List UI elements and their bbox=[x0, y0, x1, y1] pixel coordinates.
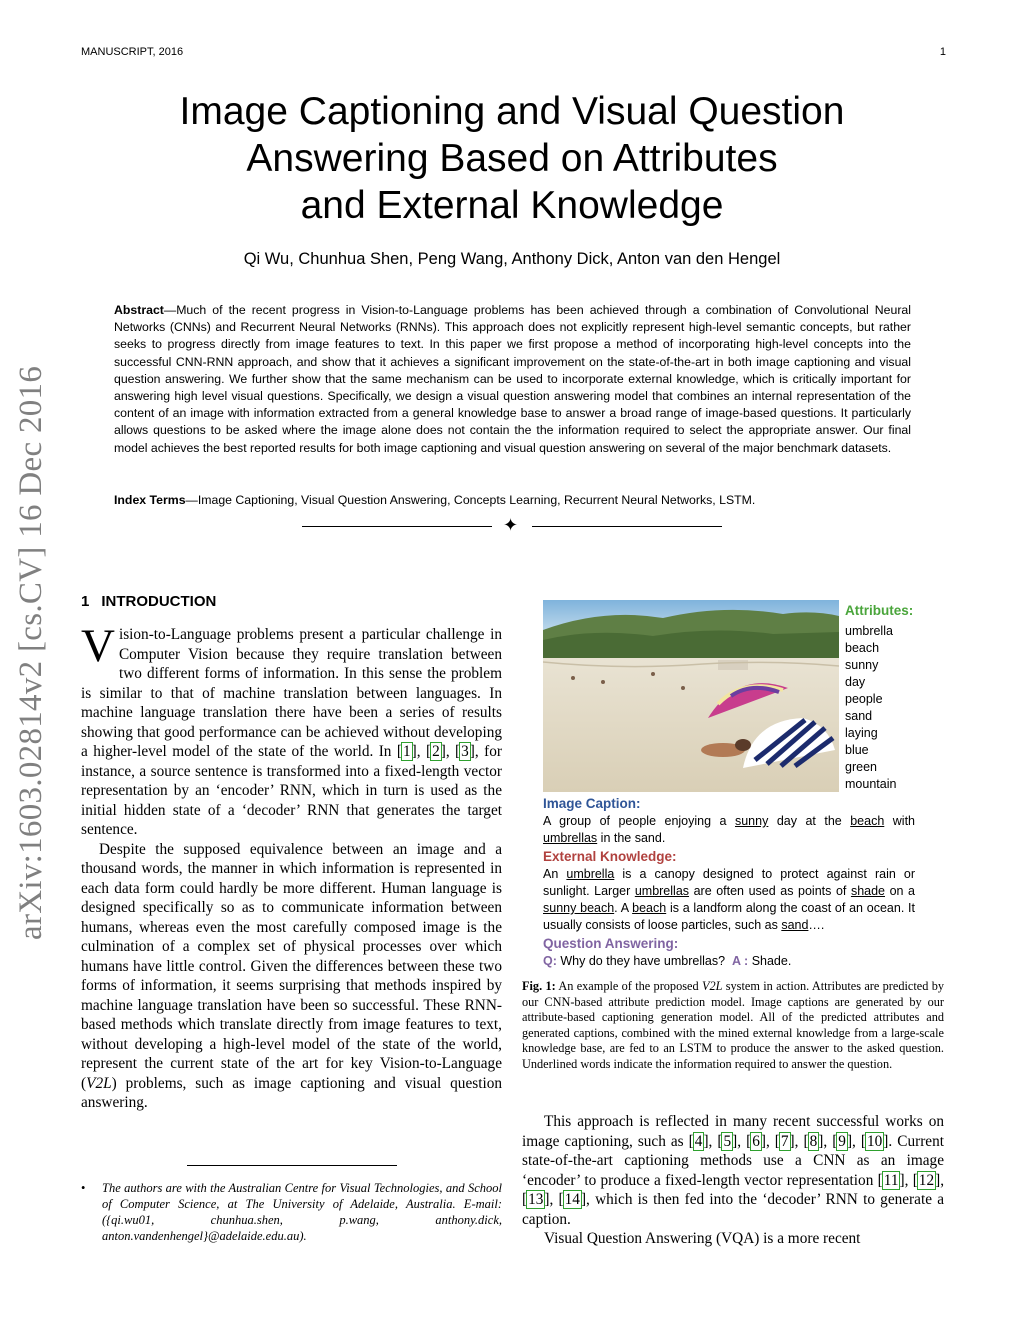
abstract bbox=[114, 302, 911, 457]
image-caption-heading: Image Caption: bbox=[543, 796, 641, 811]
intro-text: Despite the supposed equivalence between an image and a thousand words, the manner in which information is represented in each data form could hardly be more different. Human language is designed specifically so as to communicate information between humans, whereas even the most carefully composed image is the culmination of a complex set of physical processes over which humans have little control. Given the differences between these two forms of information, it seems surprising that methods inspired by machine language translation have been so successful. These RNN-based methods which translate directly from image features to text, without developing a high-level model of the state of the world, represent the current state of the art for key Vision-to-Language ( bbox=[81, 840, 502, 1092]
knowledge-fragment: are often used as points of bbox=[689, 884, 851, 898]
external-knowledge-text bbox=[543, 866, 915, 934]
citation-link[interactable]: 13 bbox=[528, 1191, 544, 1208]
figure-text-panel bbox=[543, 795, 915, 971]
v2l-term: V2L bbox=[701, 979, 723, 993]
index-terms-label: Index Terms bbox=[114, 493, 186, 507]
knowledge-keyword: umbrellas bbox=[634, 884, 690, 898]
index-terms bbox=[114, 493, 911, 507]
citation-link[interactable]: 3 bbox=[461, 743, 469, 760]
beach-scene-illustration bbox=[543, 600, 839, 792]
citation-link[interactable]: 5 bbox=[723, 1132, 732, 1150]
author-footnote bbox=[81, 1180, 502, 1244]
intro-text: ) problems, such as image captioning and visual question answering. bbox=[81, 1074, 502, 1111]
caption-keyword: beach bbox=[850, 814, 885, 828]
body-text: This approach is reflected in many recent successful works on image captioning, such as bbox=[522, 1113, 944, 1150]
attributes-list bbox=[845, 623, 896, 793]
attribute-item: sunny bbox=[845, 658, 879, 672]
knowledge-fragment: An bbox=[543, 867, 567, 881]
question-answering-heading: Question Answering: bbox=[543, 936, 679, 951]
abstract-text: —Much of the recent progress in Vision-to-Language problems has been achieved through a combination of Convolutional Neural Networks (CNNs) and Recurrent Neural Networks (RNNs). This approach does not explicitly represent high-level semantic concepts, but rather seeks to progress directly from image features to text. In this paper we first propose a method of incorporating high-level concepts into the successful CNN-RNN approach, and show that it achieves a significant improvement on the state-of-the-art in both image captioning and visual question answering. We further show that the same mechanism can be used to incorporate external knowledge, which is critically important for answering high level visual questions. Specifically, we design a visual question answering model that combines an internal representation of the content of an image with information extracted from a general knowledge base to answer a broad range of image-based questions. It particularly allows questions to be asked where the image alone does not contain the the information required to select the appropriate answer. Our final model achieves the best reported results for both image captioning and visual question answering on several of the major benchmark datasets. bbox=[114, 303, 911, 455]
citation-link[interactable]: 6 bbox=[752, 1132, 760, 1150]
section-title: INTRODUCTION bbox=[101, 593, 217, 610]
attribute-item: mountain bbox=[845, 777, 897, 791]
section-heading bbox=[81, 593, 216, 610]
attributes-heading: Attributes: bbox=[845, 603, 914, 618]
divider-star-icon: ✦ bbox=[503, 515, 519, 535]
figure-caption bbox=[522, 979, 944, 1072]
title-line: and External Knowledge bbox=[300, 184, 724, 227]
index-terms-text: —Image Captioning, Visual Question Answering, Concepts Learning, Recurrent Neural Networks, LSTM. bbox=[185, 493, 756, 507]
question-text: Why do they have umbrellas? bbox=[560, 954, 726, 968]
knowledge-keyword: umbrella bbox=[566, 867, 615, 881]
attribute-item: laying bbox=[845, 726, 878, 740]
title-line: Answering Based on Attributes bbox=[246, 137, 778, 180]
v2l-term: V2L bbox=[86, 1074, 112, 1092]
knowledge-fragment: . A bbox=[614, 901, 633, 915]
right-column-text bbox=[522, 1112, 944, 1249]
knowledge-keyword: sand bbox=[781, 918, 809, 932]
figure-label: Fig. 1: bbox=[522, 979, 556, 993]
attribute-item: blue bbox=[845, 743, 869, 757]
knowledge-fragment: on a bbox=[885, 884, 915, 898]
attribute-item: people bbox=[845, 692, 883, 706]
knowledge-fragment: is a landform along the coast of an ocean. It usually consists of loose particles, such as bbox=[543, 901, 915, 932]
title-line: Image Captioning and Visual Question bbox=[179, 90, 845, 133]
image-caption-text bbox=[543, 813, 915, 847]
citation-link[interactable]: 1 bbox=[402, 743, 411, 760]
footnote-bullet: • bbox=[81, 1181, 86, 1195]
abstract-label: Abstract bbox=[114, 303, 164, 317]
citation-link[interactable]: 2 bbox=[432, 743, 440, 760]
answer-text: Shade. bbox=[751, 954, 792, 968]
question-label: Q: bbox=[543, 954, 557, 968]
knowledge-keyword: shade bbox=[850, 884, 885, 898]
citation-link[interactable]: 12 bbox=[918, 1171, 935, 1189]
knowledge-keyword: beach bbox=[632, 901, 667, 915]
knowledge-keyword: sunny beach bbox=[543, 901, 615, 915]
caption-fragment: A group of people enjoying a bbox=[543, 814, 735, 828]
qa-line bbox=[543, 953, 915, 970]
knowledge-fragment: is a canopy designed to protect against rain or sunlight. Larger bbox=[543, 867, 915, 898]
citation-link[interactable]: 4 bbox=[694, 1132, 703, 1150]
citation-link[interactable]: 8 bbox=[809, 1132, 818, 1150]
paper-title bbox=[100, 88, 924, 229]
attribute-item: umbrella bbox=[845, 624, 893, 638]
section-number: 1 bbox=[81, 593, 90, 610]
caption-keyword: sunny bbox=[734, 814, 769, 828]
caption-fragment: with bbox=[884, 814, 916, 828]
beach-photo bbox=[543, 600, 839, 792]
attribute-item: green bbox=[845, 760, 877, 774]
running-header: MANUSCRIPT, 2016 bbox=[81, 46, 184, 58]
attribute-item: day bbox=[845, 675, 866, 689]
citation-link[interactable]: 7 bbox=[780, 1132, 789, 1150]
citation-link[interactable]: 14 bbox=[564, 1191, 580, 1208]
answer-label: A : bbox=[732, 954, 749, 968]
caption-fragment: day at the bbox=[768, 814, 851, 828]
intro-paragraph bbox=[81, 840, 502, 1113]
caption-keyword: umbrellas bbox=[543, 831, 598, 845]
body-text: . Current state-of-the-art captioning methods use a CNN as an image ‘encoder’ to produce a fixed-length vector representation bbox=[522, 1132, 944, 1189]
citation-link[interactable]: 11 bbox=[883, 1171, 899, 1189]
attribute-item: beach bbox=[845, 641, 880, 655]
attribute-item: sand bbox=[845, 709, 873, 723]
external-knowledge-heading: External Knowledge: bbox=[543, 849, 677, 864]
citation-link[interactable]: 10 bbox=[867, 1132, 883, 1150]
body-text: , which is then fed into the ‘decoder’ RNN to generate a caption. bbox=[522, 1191, 944, 1228]
body-paragraph bbox=[522, 1229, 944, 1249]
footnote-text: The authors are with the Australian Centre for Visual Technologies, and School of Computer Science, at The University of Adelaide, Australia. E-mail: ({qi.wu01, chunhua.shen, p.wang, anthony.dick, anton.vandenhengel}@adelaide.edu.au). bbox=[102, 1181, 502, 1243]
figure-caption-text: system in action. Attributes are predicted by our CNN-based attribute prediction model. Image captions are generated by our attribute-based captioning generation model. All of the predicted attributes and generated captions, combined with the mined external knowledge from a large-scale knowledge base, are fed to an LSTM to produce the answer to the asked question. Underlined words indicate the information required to answer the question. bbox=[522, 979, 945, 1071]
body-paragraph: This approach is reflected in many recent successful works on image captioning, such as [4], [5], [6], [7], [8], [9], [10]. Current state-of-the-art captioning methods use a CNN as an image ‘encoder’ to produce a fixed-length vector representation [11], [12], [13], [14], which is then fed into the ‘decoder’ RNN to generate a caption. bbox=[522, 1113, 945, 1228]
arxiv-stamp: arXiv:1603.02814v2 [cs.CV] 16 Dec 2016 bbox=[13, 365, 49, 940]
divider-right bbox=[532, 526, 722, 527]
page-number: 1 bbox=[939, 46, 946, 58]
divider-left bbox=[302, 526, 492, 527]
drop-cap: V bbox=[81, 620, 115, 672]
body-text: Visual Question Answering (VQA) is a more recent bbox=[544, 1230, 861, 1247]
intro-text: ision-to-Language problems present a particular challenge in Computer Vision because they require translation between two different forms of information. In this sense the problem is similar to that of machine translation between languages. In machine language translation there have been a series of results showing that good performance can be achieved without developing a higher-level model of the state of the world. In bbox=[81, 626, 502, 760]
citation-link[interactable]: 9 bbox=[838, 1132, 846, 1150]
intro-column bbox=[81, 620, 502, 1113]
knowledge-fragment: …. bbox=[808, 918, 825, 932]
intro-text: , for instance, a source sentence is transformed into a fixed-length vector representation by an ‘encoder’ RNN, which in turn is used as the initial hidden state of a ‘decoder’ RNN that generates the target sentence. bbox=[81, 743, 502, 838]
intro-paragraph: Vision-to-Language problems present a particular challenge in Computer Vision because they require translation between two different forms of information. In this sense the problem is similar to that of machine translation between languages. In machine language translation there have been a series of results showing that good performance can be achieved without developing a higher-level model of the state of the world. In [1], [2], [3], for instance, a source sentence is transformed into a fixed-length vector representation by an ‘encoder’ RNN, which in turn is used as the initial hidden state of a ‘decoder’ RNN that generates the target sentence. bbox=[81, 620, 502, 838]
caption-fragment: in the sand. bbox=[597, 831, 666, 845]
author-list: Qi Wu, Chunhua Shen, Peng Wang, Anthony Dick, Anton van den Hengel bbox=[243, 250, 781, 268]
figure-caption-text: An example of the proposed bbox=[558, 979, 702, 993]
footnote-rule bbox=[187, 1165, 397, 1166]
